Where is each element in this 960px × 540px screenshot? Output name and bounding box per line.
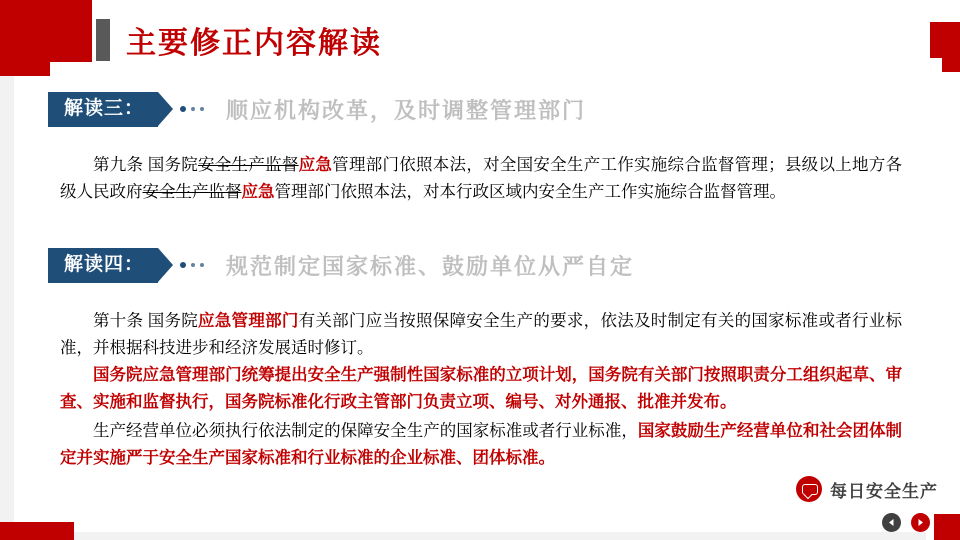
slide-nav [882, 513, 930, 532]
mail-icon [796, 476, 822, 502]
p3-tail: 管理部门依照本法，对本行政区域内安全生产工作实施综合监督管理。 [274, 181, 786, 201]
p3-struck-1: 安全生产监督 [198, 155, 299, 174]
section-dots-3 [180, 106, 204, 112]
p4a-tail: 有关部门应当按照保障安全生产的要求，依法及时制定有关的国家标准或者行业标准，并根据科技进步和经济发展适时修订。 [60, 311, 903, 357]
section-badge-3-tail [158, 92, 173, 126]
section-subtitle-4: 规范制定国家标准、鼓励单位从严自定 [226, 253, 635, 279]
p4a-red-1: 应急管理部门 [198, 311, 299, 330]
section-4-paragraph-3 [60, 418, 902, 471]
section-badge-3: 解读三： [48, 92, 158, 127]
p4a-lead: 第十条 国务院 [93, 311, 199, 330]
section-3-paragraph [60, 152, 902, 205]
decor-bottom-left-block [0, 522, 74, 540]
decor-top-left-strip [0, 62, 50, 76]
decor-left-rail [0, 76, 14, 522]
decor-bottom-rail [14, 532, 926, 540]
section-header-3 [48, 92, 586, 127]
p3-red-1: 应急 [298, 155, 333, 174]
section-badge-4: 解读四： [48, 248, 158, 283]
decor-top-right-strip [942, 58, 960, 72]
decor-top-left-block [0, 0, 92, 62]
slide-title-group [96, 18, 382, 62]
title-accent-bar [96, 19, 110, 61]
section-4-paragraph-2 [60, 362, 902, 415]
arrow-left-icon[interactable] [882, 513, 901, 532]
watermark-badge [796, 476, 938, 502]
decor-top-right-block [930, 22, 960, 58]
section-badge-4-tail [158, 248, 173, 282]
watermark-label: 每日安全生产 [830, 481, 938, 501]
p3-mid-1: 管理部门依照本法，对全国安全生产工作实施综合监督管理；县级以上地方各级人民政府 [60, 155, 903, 201]
p4c-red-tail: 国家鼓励生产经营单位和社会团体制定并实施严于安全生产国家标准和行业标准的企业标准、团体标准。 [60, 421, 903, 467]
section-header-4 [48, 248, 634, 283]
decor-bottom-right-block [934, 514, 960, 540]
p4c-lead: 生产经营单位必须执行依法制定的保障安全生产的国家标准或者行业标准， [93, 421, 638, 440]
p3-lead: 第九条 国务院 [93, 155, 199, 174]
p3-struck-2: 安全生产监督 [142, 181, 242, 201]
p3-red-2: 应急 [241, 181, 275, 201]
p4b-text: 国务院应急管理部门统筹提出安全生产强制性国家标准的立项计划，国务院有关部门按照职责分工组织起草、审查、实施和监督执行，国务院标准化行政主管部门负责立项、编号、对外通报、批准并发布。 [60, 365, 902, 411]
section-4-paragraph-1 [60, 308, 902, 361]
section-subtitle-3: 顺应机构改革，及时调整管理部门 [226, 97, 587, 123]
section-dots-4 [180, 262, 204, 268]
arrow-right-icon[interactable] [911, 513, 930, 532]
page-title: 主要修正内容解读 [126, 27, 382, 60]
